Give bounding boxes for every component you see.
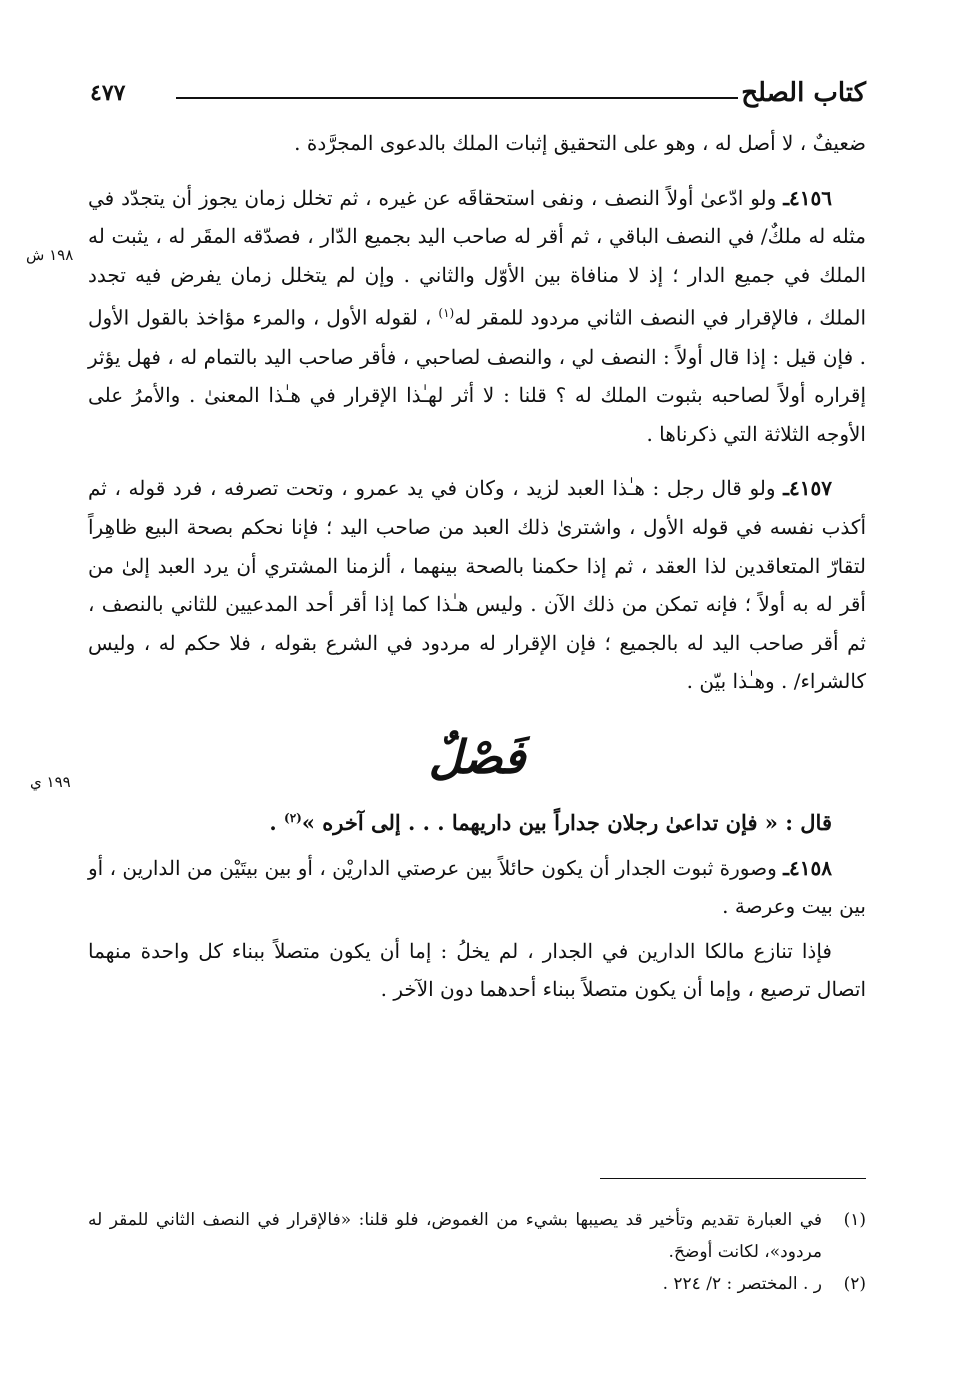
- footnote-1: [88, 1204, 866, 1268]
- margin-note-198: ١٩٨ ش: [26, 246, 74, 264]
- footnote-ref-2[interactable]: (٢): [284, 810, 302, 825]
- running-title: كتاب الصلح: [741, 78, 866, 108]
- footnote-ref-1[interactable]: (١): [438, 306, 455, 321]
- footnote-text: في العبارة تقديم وتأخير قد يصيبها بشيء من الغموض، فلو قلنا: «فالإقرار في النصف الثاني للمقر له مردود»، لكانت أوضحَ.: [88, 1210, 822, 1262]
- spacer: [88, 163, 866, 179]
- paragraph-text: ولو قال رجل : هـٰذا العبد لزيد ، وكان في يد عمرو ، وتحت تصرفه ، فرد قوله ، ثم أكذب نفسه في قوله الأول ، واشترىٰ ذلك العبد من صاحب اليد ؛ فإنا نحكم بصحة البيع ظاهِراً لتقارّ المتعاقدين لذا العقد ، ثم إذا حكمنا بالصحة بينهما ، ألزمنا المشتري أن يرد العبد إلىٰ من أقر له به أولاً ؛ فإنه تمكن من ذلك الآن . وليس هـٰذا كما إذا أقر أحد المدعيين للثاني بالنصف ، ثم أقر صاحب اليد له بالجميع ؛ فإن الإقرار له مردود في الشرع بقوله ، فلا حكم له ، وليس كالشراء/ . وهـٰذا بيّن .: [88, 476, 866, 694]
- paragraph-text: وصورة ثبوت الجدار أن يكون حائلاً بين عرصتي الداريْن ، أو بين بيتَيْن من الدارين ، أو بين بيت وعرصة .: [88, 855, 866, 919]
- paragraph-number: ٤١٥٨ـ: [783, 855, 832, 880]
- paragraph-text-continued: ، لقوله الأول ، والمرء مؤاخذ بالقول الأول . فإن قيل : إذا قال أولاً : النصف لي ، والنصف لصاحبي ، فأقر صاحب اليد بالتمام له ، فهل يؤثر إقراره أولاً لصاحبه بثبوت الملك له ؟ قلنا : لا أثر لهـٰذا الإقرار في هـٰذا المعنىٰ . والأمرُ على الأوجه الثلاثة التي ذكرناها .: [88, 306, 866, 446]
- paragraph-4157: [88, 469, 866, 701]
- intro-paragraph: [88, 124, 866, 163]
- margin-note-199: ١٩٩ ي: [30, 773, 71, 791]
- page-header: [90, 78, 866, 118]
- paragraph-text: فإذا تنازع مالكا الدارين في الجدار ، لم يخلُ : إما أن يكون متصلاً ببناء كل واحدة منهما اتصال ترصيع ، وإما أن يكون متصلاً ببناء أحدهما دون الآخر .: [88, 938, 866, 1002]
- footnotes: [88, 1204, 866, 1300]
- paragraph-4156: [88, 179, 866, 454]
- quoted-statement: [88, 799, 866, 843]
- paragraph-text: ولو ادّعىٰ أولاً النصف ، ونفى استحقاقَه عن غيره ، ثم تخلل زمان يجوز أن يتجدّد في مثله له ملكٌ/ في النصف الباقي ، ثم أقر له صاحب اليد بجميع الدّار ، فصدّقه المقَر له ، يثبت له الملك في جميع الدار ؛ إذ لا منافاة بين الأوّل والثاني . وإن لم يتخلل زمان يفرض فيه تجدد الملك ، فالإقرار في النصف الثاني مردود للمقر له: [88, 185, 866, 331]
- paragraph-4158: [88, 849, 866, 926]
- paragraph-number: ٤١٥٦ـ: [783, 185, 833, 210]
- footnote-number: (١): [843, 1210, 866, 1230]
- footnote-text: ر . المختصر : ٢/ ٢٢٤ .: [662, 1274, 822, 1294]
- quote-end: .: [269, 809, 277, 835]
- footnote-number: (٢): [843, 1274, 866, 1294]
- page-number: ٤٧٧: [90, 80, 126, 106]
- main-text: [88, 124, 866, 1009]
- header-rule: [176, 97, 738, 99]
- quote-text: قال : « فإن تداعىٰ رجلان جداراً بين داريهما . . . إلى آخره »: [301, 809, 832, 835]
- section-heading-fasl: فَصْلٌ: [428, 729, 526, 784]
- intro-text: ضعيفٌ ، لا أصل له ، وهو على التحقيق إثبات الملك بالدعوى المجرَّدة .: [294, 131, 866, 155]
- footnote-rule: [600, 1178, 866, 1179]
- spacer: [88, 453, 866, 469]
- paragraph-number: ٤١٥٧ـ: [783, 476, 832, 501]
- footnote-2: [88, 1268, 866, 1300]
- paragraph-dispute: [88, 932, 866, 1009]
